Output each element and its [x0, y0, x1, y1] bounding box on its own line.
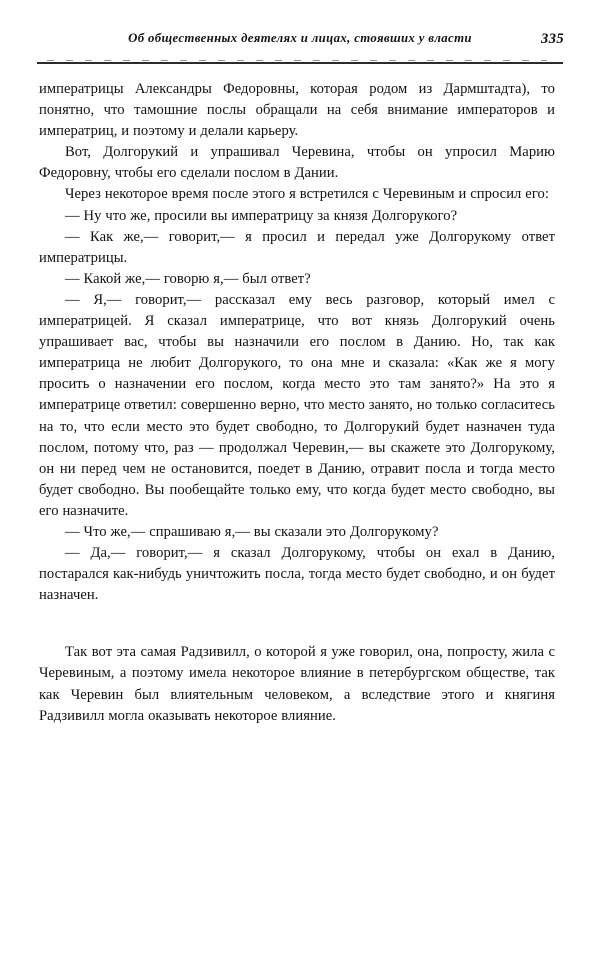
section-break	[39, 606, 555, 642]
dialogue-line: — Да,— говорит,— я сказал Долгорукому, чтобы он ехал в Данию, постарался как-нибудь уничтожить посла, тогда место будет свободно, и он будет назначен.	[39, 545, 555, 604]
paragraph-continued: императрицы Александры Федоровны, которая родом из Дармштадта), то понятно, что тамошние послы обращали на себя внимание императоров и императриц, и поэтому и делали карьеру.	[39, 81, 555, 140]
dialogue-line: — Ну что же, просили вы императрицу за князя Долгорукого?	[65, 207, 458, 224]
running-head	[36, 31, 564, 53]
paragraph: Так вот эта самая Радзивилл, о которой я уже говорил, она, попросту, жила с Черевиным, а поэтому имела некоторое влияние в петербургском обществе, так как Черевин был влиятельным человеком, а вследствие этого и княгиня Радзивилл могла оказывать некоторое влияние.	[39, 644, 555, 724]
paragraph: Через некоторое время после этого я встретился с Черевиным и спросил его:	[65, 186, 549, 203]
paragraph: Вот, Долгорукий и упрашивал Черевина, чтобы он упросил Марию Федоровну, чтобы его сделали послом в Дании.	[39, 144, 555, 182]
running-head-title: Об общественных деятелях и лицах, стоявших у власти	[128, 31, 472, 45]
dialogue-line: — Как же,— говорит,— я просил и передал уже Долгорукому ответ императрицы.	[39, 228, 555, 266]
page-number: 335	[541, 31, 564, 47]
header-rule	[37, 62, 563, 64]
dialogue-line: — Я,— говорит,— рассказал ему весь разговор, который имел с императрицей. Я сказал императрице, что вот князь Долгорукий очень упрашивает вас, чтобы вы назначили его послом в Данию. Но, так как императрица не любит Долгорукого, то она мне и сказала: «Как же я могу просить о назначении его послом, когда место это там занято?» На это я императрице ответил: совершенно верно, что место занято, но только согласитесь на то, что если место это будет свободно, то Долгорукий будет назначен туда послом, потому что, раз — продолжал Черевин,— вы скажете это Долгорукому, он ни перед чем не остановится, поедет в Данию, отравит посла и тогда место будет свободно. Вы пообещайте только ему, что когда будет место свободно, вы его назначите.	[39, 291, 555, 519]
text-column	[39, 79, 555, 727]
dialogue-line: — Какой же,— говорю я,— был ответ?	[65, 270, 311, 287]
dialogue-line: — Что же,— спрашиваю я,— вы сказали это Долгорукому?	[65, 523, 439, 540]
